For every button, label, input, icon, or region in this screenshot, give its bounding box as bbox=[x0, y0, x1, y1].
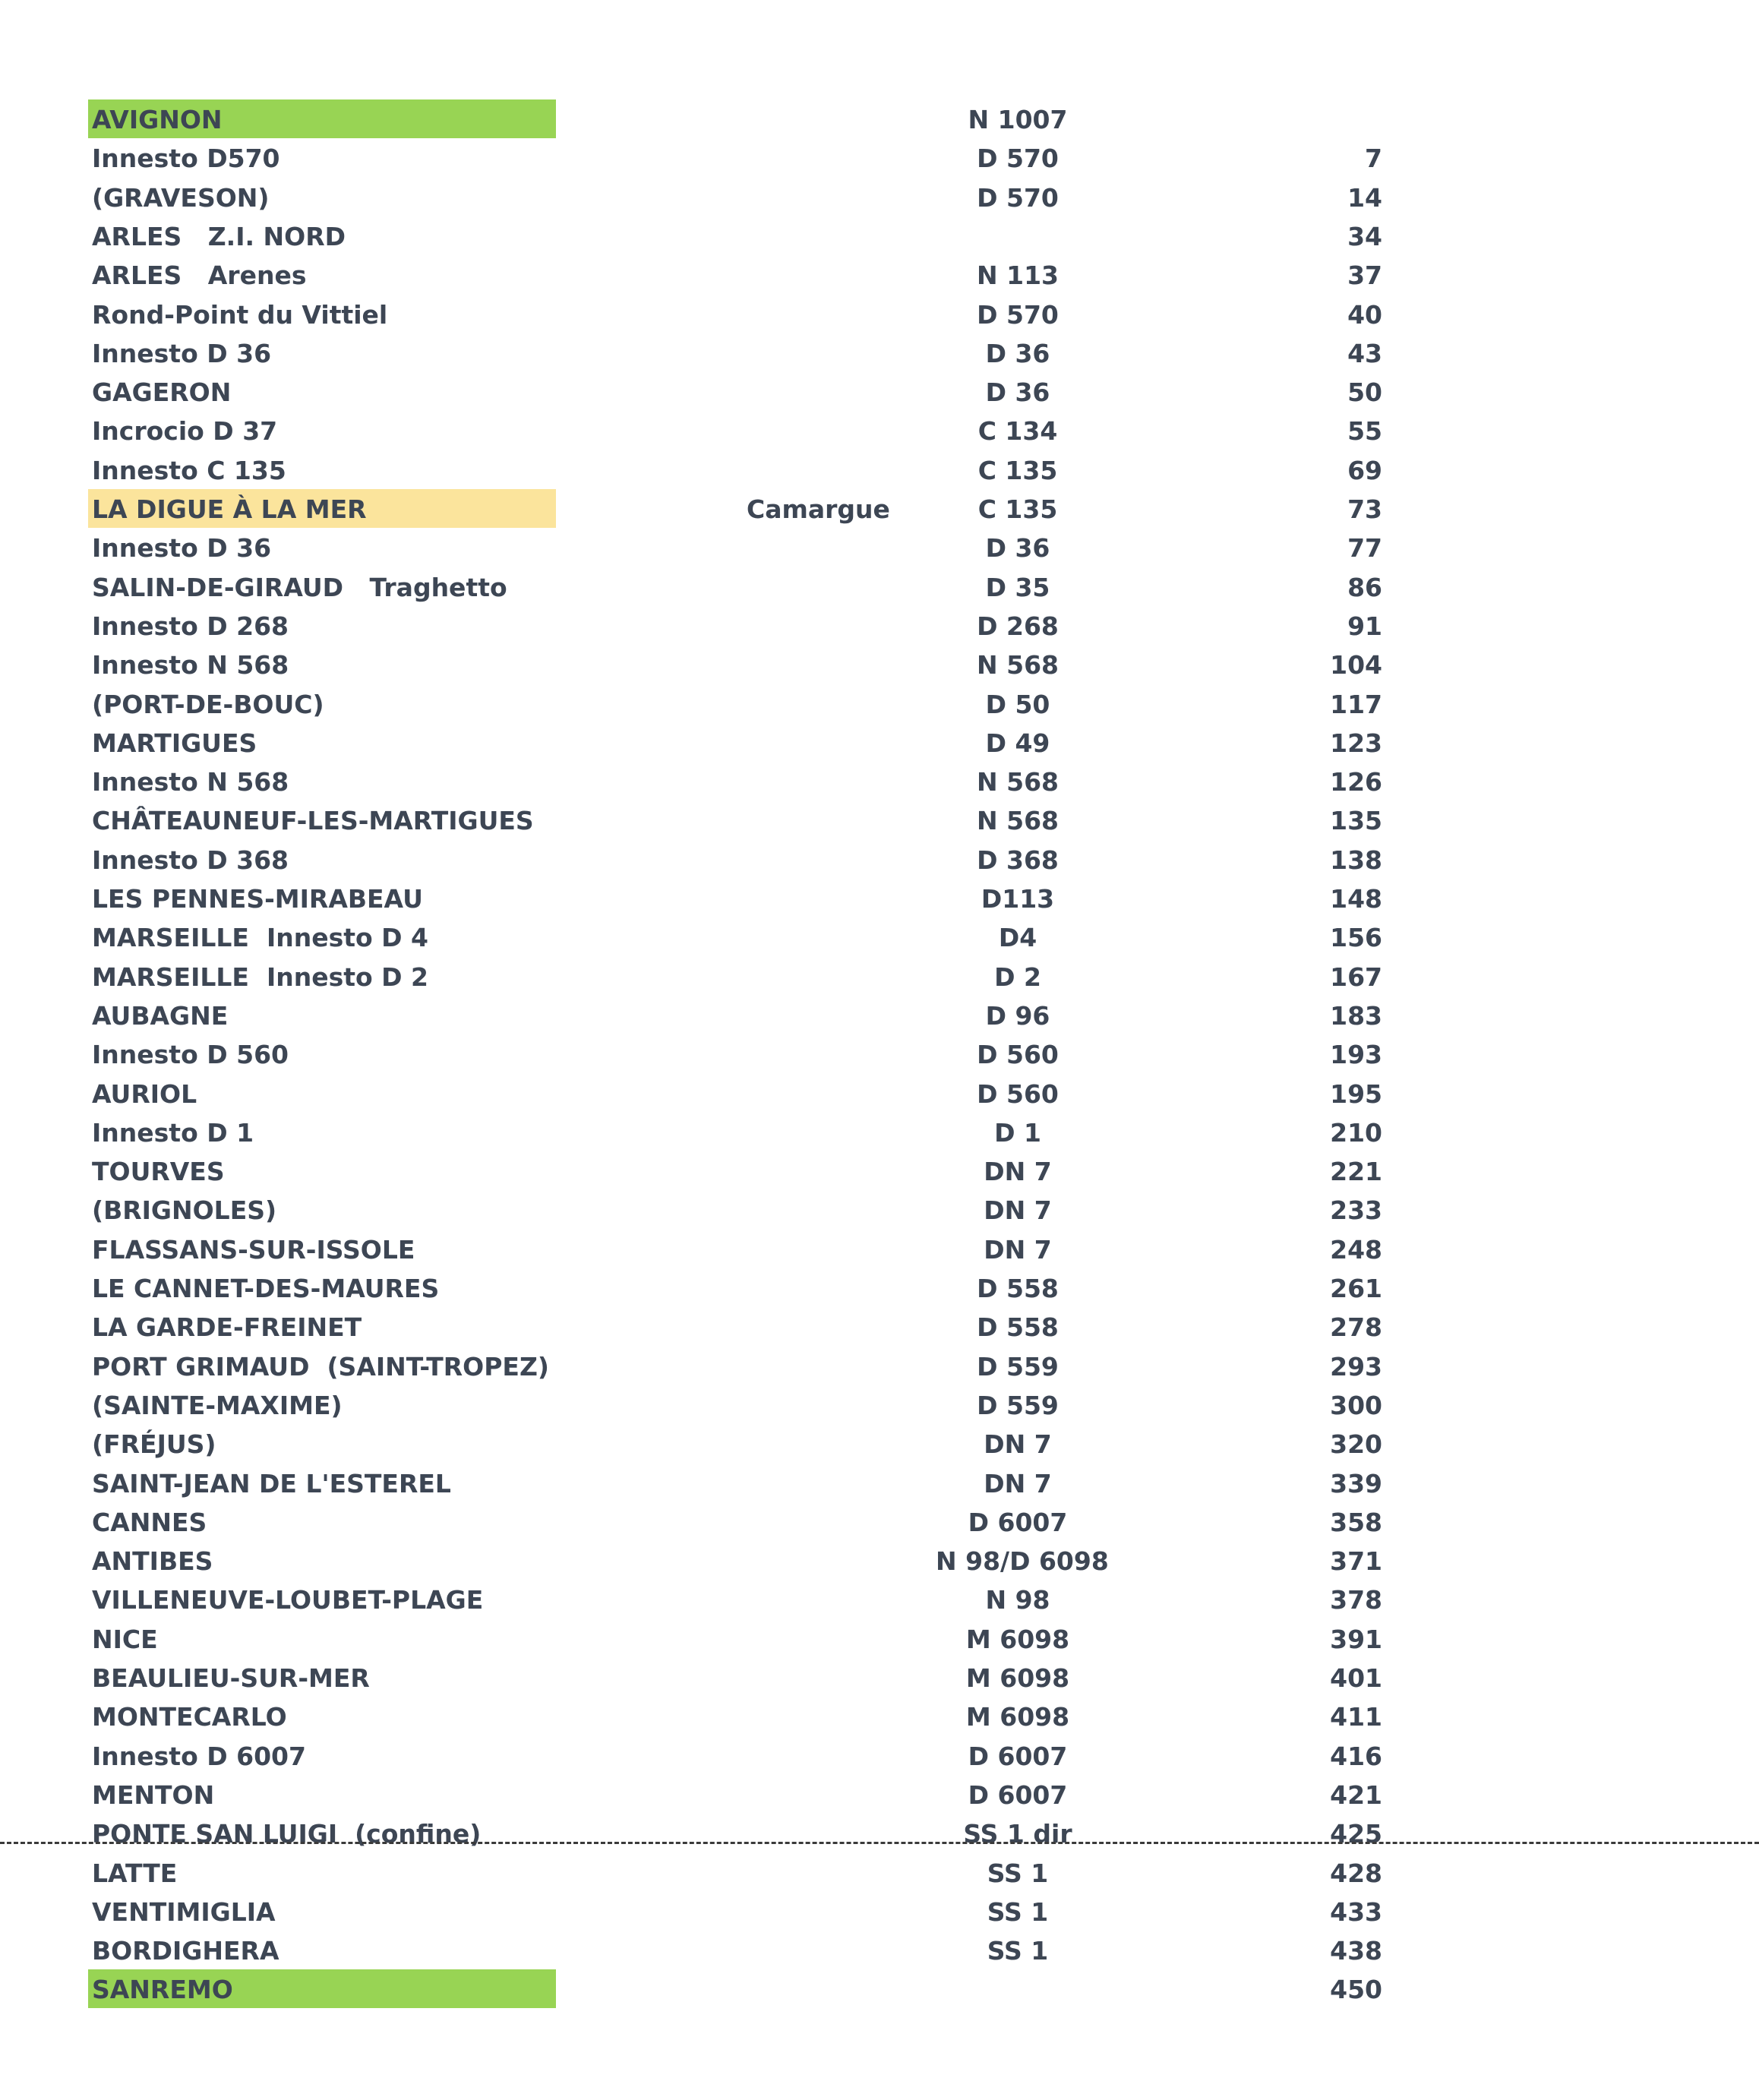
distance-km: 7 bbox=[1365, 144, 1382, 174]
distance-km: 34 bbox=[1347, 221, 1382, 251]
itinerary-row bbox=[0, 100, 1759, 139]
road-code: DN 7 bbox=[984, 1195, 1052, 1226]
itinerary-row bbox=[0, 373, 1759, 412]
place-name: (FRÉJUS) bbox=[92, 1429, 216, 1460]
road-code: D 368 bbox=[977, 845, 1059, 875]
itinerary-row bbox=[0, 568, 1759, 607]
place-name: AUBAGNE bbox=[92, 1000, 229, 1031]
place-name: VILLENEUVE-LOUBET-PLAGE bbox=[92, 1585, 484, 1615]
road-code: C 134 bbox=[977, 416, 1058, 447]
distance-km: 339 bbox=[1330, 1468, 1382, 1498]
road-code: D 570 bbox=[977, 182, 1059, 213]
road-code: D 50 bbox=[985, 689, 1050, 719]
distance-km: 117 bbox=[1330, 689, 1382, 719]
place-name: (PORT-DE-BOUC) bbox=[92, 689, 324, 719]
distance-km: 167 bbox=[1330, 962, 1382, 992]
place-name: Innesto D 368 bbox=[92, 845, 289, 875]
itinerary-row bbox=[0, 139, 1759, 178]
itinerary-row bbox=[0, 1152, 1759, 1191]
itinerary-row bbox=[0, 996, 1759, 1035]
distance-km: 210 bbox=[1330, 1117, 1382, 1148]
place-name: TOURVES bbox=[92, 1157, 225, 1187]
distance-km: 391 bbox=[1330, 1624, 1382, 1654]
road-code: D 49 bbox=[985, 728, 1050, 758]
road-code: N 568 bbox=[977, 767, 1059, 797]
place-name: Incrocio D 37 bbox=[92, 416, 278, 447]
place-name: LA GARDE-FREINET bbox=[92, 1312, 362, 1343]
road-code: DN 7 bbox=[984, 1234, 1052, 1265]
road-code: N 98/D 6098 bbox=[936, 1546, 1109, 1577]
road-code: SS 1 bbox=[987, 1936, 1049, 1966]
road-code: SS 1 bbox=[987, 1896, 1049, 1927]
place-name: (BRIGNOLES) bbox=[92, 1195, 277, 1226]
road-code: D 2 bbox=[994, 962, 1041, 992]
distance-km: 69 bbox=[1347, 455, 1382, 485]
itinerary-row bbox=[0, 841, 1759, 879]
distance-km: 73 bbox=[1347, 494, 1382, 524]
place-name: ARLES Z.I. NORD bbox=[92, 221, 346, 251]
distance-km: 183 bbox=[1330, 1000, 1382, 1031]
itinerary-row bbox=[0, 724, 1759, 763]
road-code: D 268 bbox=[977, 611, 1059, 641]
distance-km: 401 bbox=[1330, 1663, 1382, 1693]
distance-km: 358 bbox=[1330, 1507, 1382, 1537]
distance-km: 233 bbox=[1330, 1195, 1382, 1226]
place-name: MARTIGUES bbox=[92, 728, 257, 758]
road-code: D 560 bbox=[977, 1040, 1059, 1070]
road-code: DN 7 bbox=[984, 1429, 1052, 1460]
road-code: D 558 bbox=[977, 1312, 1059, 1343]
itinerary-row bbox=[0, 1425, 1759, 1464]
road-code: D 36 bbox=[985, 377, 1050, 408]
itinerary-row bbox=[0, 1814, 1759, 1853]
itinerary-row bbox=[0, 1542, 1759, 1581]
place-name: SANREMO bbox=[92, 1975, 233, 2005]
road-code: D 559 bbox=[977, 1351, 1059, 1382]
place-name: LES PENNES-MIRABEAU bbox=[92, 884, 423, 914]
road-code: N 1007 bbox=[968, 105, 1068, 134]
distance-km: 14 bbox=[1347, 182, 1382, 213]
itinerary-row bbox=[0, 1230, 1759, 1269]
place-name: CANNES bbox=[92, 1507, 207, 1537]
distance-km: 77 bbox=[1347, 533, 1382, 564]
itinerary-row bbox=[0, 918, 1759, 957]
place-name: Innesto D 36 bbox=[92, 338, 272, 368]
road-code: D 560 bbox=[977, 1078, 1059, 1109]
road-code: M 6098 bbox=[965, 1624, 1070, 1654]
distance-km: 91 bbox=[1347, 611, 1382, 641]
place-name: PONTE SAN LUIGI (confine) bbox=[92, 1819, 482, 1849]
itinerary-row bbox=[0, 1075, 1759, 1113]
place-name: Innesto C 135 bbox=[92, 455, 286, 485]
distance-km: 156 bbox=[1330, 923, 1382, 953]
itinerary-row bbox=[0, 1308, 1759, 1347]
road-code: D 6007 bbox=[968, 1779, 1068, 1810]
distance-km: 37 bbox=[1347, 261, 1382, 291]
place-name: AVIGNON bbox=[92, 105, 223, 134]
distance-km: 421 bbox=[1330, 1779, 1382, 1810]
place-name: SAINT-JEAN DE L'ESTEREL bbox=[92, 1468, 451, 1498]
road-code: D 96 bbox=[985, 1000, 1050, 1031]
place-name: NICE bbox=[92, 1624, 158, 1654]
distance-km: 55 bbox=[1347, 416, 1382, 447]
itinerary-row bbox=[0, 529, 1759, 567]
itinerary-row bbox=[0, 178, 1759, 217]
distance-km: 86 bbox=[1347, 572, 1382, 602]
itinerary-row bbox=[0, 256, 1759, 295]
place-name: Innesto N 568 bbox=[92, 650, 289, 681]
road-code: N 98 bbox=[985, 1585, 1050, 1615]
itinerary-row bbox=[0, 1931, 1759, 1970]
place-name: LATTE bbox=[92, 1858, 178, 1888]
distance-km: 428 bbox=[1330, 1858, 1382, 1888]
distance-km: 261 bbox=[1330, 1274, 1382, 1303]
road-code: C 135 bbox=[977, 455, 1058, 485]
place-name: LE CANNET-DES-MAURES bbox=[92, 1274, 440, 1303]
itinerary-row bbox=[0, 646, 1759, 684]
road-code: C 135 bbox=[977, 494, 1058, 524]
place-name: AURIOL bbox=[92, 1078, 197, 1109]
distance-km: 50 bbox=[1347, 377, 1382, 408]
distance-km: 416 bbox=[1330, 1741, 1382, 1771]
road-code: D113 bbox=[981, 884, 1055, 914]
road-code: D 559 bbox=[977, 1390, 1059, 1420]
distance-km: 123 bbox=[1330, 728, 1382, 758]
road-code: N 568 bbox=[977, 806, 1059, 836]
distance-km: 104 bbox=[1330, 650, 1382, 681]
road-code: M 6098 bbox=[965, 1663, 1070, 1693]
border-dashed-line bbox=[0, 1842, 1759, 1844]
itinerary-row bbox=[0, 412, 1759, 450]
road-code: DN 7 bbox=[984, 1157, 1052, 1187]
road-code: D 558 bbox=[977, 1274, 1059, 1303]
distance-km: 278 bbox=[1330, 1312, 1382, 1343]
distance-km: 221 bbox=[1330, 1157, 1382, 1187]
road-code: D 36 bbox=[985, 338, 1050, 368]
itinerary-row bbox=[0, 490, 1759, 529]
road-code: D 570 bbox=[977, 299, 1059, 330]
itinerary-row bbox=[0, 1970, 1759, 2009]
distance-km: 433 bbox=[1330, 1896, 1382, 1927]
itinerary-row bbox=[0, 295, 1759, 334]
place-name: PORT GRIMAUD (SAINT-TROPEZ) bbox=[92, 1351, 549, 1382]
itinerary-row bbox=[0, 451, 1759, 490]
itinerary-row bbox=[0, 801, 1759, 840]
place-name: (SAINTE-MAXIME) bbox=[92, 1390, 343, 1420]
itinerary-row bbox=[0, 1620, 1759, 1659]
distance-km: 320 bbox=[1330, 1429, 1382, 1460]
place-name: BORDIGHERA bbox=[92, 1936, 279, 1966]
place-name: ANTIBES bbox=[92, 1546, 213, 1577]
itinerary-row bbox=[0, 1737, 1759, 1776]
itinerary-row bbox=[0, 1191, 1759, 1230]
place-name: Innesto D 6007 bbox=[92, 1741, 306, 1771]
place-name: VENTIMIGLIA bbox=[92, 1896, 276, 1927]
itinerary-row bbox=[0, 1893, 1759, 1931]
place-name: MARSEILLE Innesto D 2 bbox=[92, 962, 429, 992]
distance-km: 193 bbox=[1330, 1040, 1382, 1070]
place-name: SALIN-DE-GIRAUD Traghetto bbox=[92, 572, 507, 602]
place-name: ARLES Arenes bbox=[92, 261, 307, 291]
place-name: Innesto D570 bbox=[92, 144, 280, 174]
place-name: Innesto D 1 bbox=[92, 1117, 254, 1148]
itinerary-row bbox=[0, 1697, 1759, 1736]
road-code: SS 1 dir bbox=[963, 1819, 1072, 1849]
itinerary-row bbox=[0, 1386, 1759, 1425]
road-code: D4 bbox=[998, 923, 1037, 953]
distance-km: 450 bbox=[1330, 1975, 1382, 2005]
itinerary-row bbox=[0, 1035, 1759, 1074]
distance-km: 438 bbox=[1330, 1936, 1382, 1966]
road-code: M 6098 bbox=[965, 1702, 1070, 1732]
distance-km: 425 bbox=[1330, 1819, 1382, 1849]
itinerary-row bbox=[0, 763, 1759, 801]
place-name: MENTON bbox=[92, 1779, 215, 1810]
distance-km: 126 bbox=[1330, 767, 1382, 797]
distance-km: 148 bbox=[1330, 884, 1382, 914]
place-name: Rond-Point du Vittiel bbox=[92, 299, 388, 330]
distance-km: 248 bbox=[1330, 1234, 1382, 1265]
itinerary-row bbox=[0, 1776, 1759, 1814]
place-name: Innesto D 268 bbox=[92, 611, 289, 641]
itinerary-row bbox=[0, 879, 1759, 918]
road-code: SS 1 bbox=[987, 1858, 1049, 1888]
place-name: Innesto D 560 bbox=[92, 1040, 289, 1070]
place-name: CHÂTEAUNEUF-LES-MARTIGUES bbox=[92, 806, 534, 836]
place-name: LA DIGUE À LA MER bbox=[92, 494, 367, 524]
road-code: D 36 bbox=[985, 533, 1050, 564]
itinerary-row bbox=[0, 1659, 1759, 1697]
place-name: (GRAVESON) bbox=[92, 182, 270, 213]
place-name: GAGERON bbox=[92, 377, 232, 408]
itinerary-row bbox=[0, 1464, 1759, 1503]
itinerary-row bbox=[0, 1347, 1759, 1386]
itinerary-row bbox=[0, 1269, 1759, 1308]
itinerary-row bbox=[0, 1113, 1759, 1152]
itinerary-row bbox=[0, 958, 1759, 996]
road-code: N 113 bbox=[977, 261, 1059, 291]
distance-km: 378 bbox=[1330, 1585, 1382, 1615]
place-name: Innesto D 36 bbox=[92, 533, 272, 564]
distance-km: 43 bbox=[1347, 338, 1382, 368]
road-code: D 35 bbox=[985, 572, 1050, 602]
itinerary-row bbox=[0, 1854, 1759, 1893]
distance-km: 300 bbox=[1330, 1390, 1382, 1420]
road-code: D 570 bbox=[977, 144, 1059, 174]
distance-km: 138 bbox=[1330, 845, 1382, 875]
region-note: Camargue bbox=[747, 494, 890, 524]
itinerary-row bbox=[0, 217, 1759, 256]
road-code: D 6007 bbox=[968, 1741, 1068, 1771]
place-name: MARSEILLE Innesto D 4 bbox=[92, 923, 429, 953]
place-name: BEAULIEU-SUR-MER bbox=[92, 1663, 370, 1693]
itinerary-row bbox=[0, 685, 1759, 724]
road-code: D 6007 bbox=[968, 1507, 1068, 1537]
road-code: N 568 bbox=[977, 650, 1059, 681]
itinerary-row bbox=[0, 1581, 1759, 1619]
itinerary-row bbox=[0, 607, 1759, 646]
itinerary-row bbox=[0, 1503, 1759, 1542]
itinerary-row bbox=[0, 334, 1759, 373]
distance-km: 293 bbox=[1330, 1351, 1382, 1382]
place-name: MONTECARLO bbox=[92, 1702, 287, 1732]
distance-km: 371 bbox=[1330, 1546, 1382, 1577]
road-code: D 1 bbox=[994, 1117, 1041, 1148]
distance-km: 135 bbox=[1330, 806, 1382, 836]
distance-km: 195 bbox=[1330, 1078, 1382, 1109]
place-name: Innesto N 568 bbox=[92, 767, 289, 797]
road-code: DN 7 bbox=[984, 1468, 1052, 1498]
place-name: FLASSANS-SUR-ISSOLE bbox=[92, 1234, 415, 1265]
distance-km: 40 bbox=[1347, 299, 1382, 330]
distance-km: 411 bbox=[1330, 1702, 1382, 1732]
